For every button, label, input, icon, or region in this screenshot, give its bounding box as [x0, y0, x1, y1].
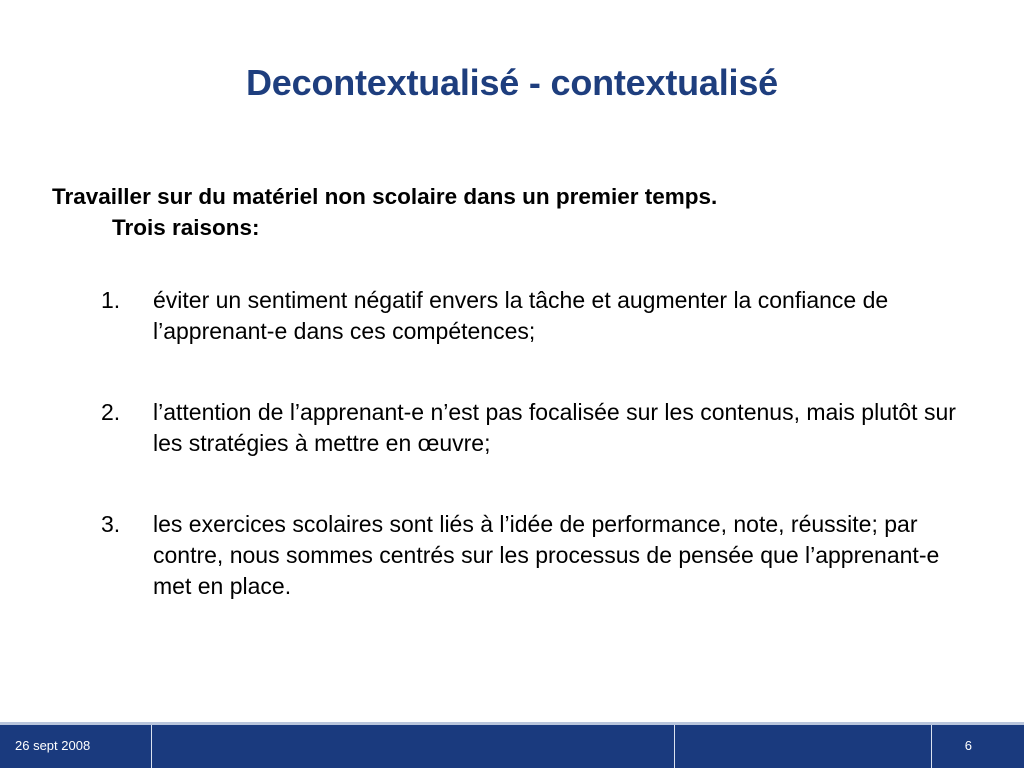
- footer-divider: [151, 725, 152, 768]
- reason-text: les exercices scolaires sont liés à l’idée de performance, note, réussite; par contre, nous sommes centrés sur les processus de pensée que l’apprenant-e met en place.: [153, 511, 940, 599]
- reason-number: 3.: [101, 511, 121, 537]
- intro-line-1: Travailler sur du matériel non scolaire dans un premier temps.: [52, 184, 718, 209]
- reason-item-3: [0, 509, 1024, 602]
- reasons-list: [0, 285, 1024, 652]
- reason-number: 2.: [101, 399, 121, 425]
- page-number: 6: [964, 738, 972, 753]
- slide-intro: [52, 181, 952, 243]
- footer-divider: [931, 725, 932, 768]
- reason-text: éviter un sentiment négatif envers la tâche et augmenter la confiance de l’apprenant-e dans ces compétences;: [153, 287, 889, 344]
- slide-title: Decontextualisé - contextualisé: [246, 62, 778, 103]
- footer-bar: [0, 722, 1024, 768]
- reason-number: 1.: [101, 287, 121, 313]
- intro-line-2: Trois raisons:: [112, 215, 260, 240]
- reason-item-1: [0, 285, 1024, 347]
- footer-divider: [674, 725, 675, 768]
- reason-text: l’attention de l’apprenant-e n’est pas focalisée sur les contenus, mais plutôt sur les stratégies à mettre en œuvre;: [153, 399, 956, 456]
- reason-item-2: [0, 397, 1024, 459]
- footer-date: 26 sept 2008: [15, 738, 91, 753]
